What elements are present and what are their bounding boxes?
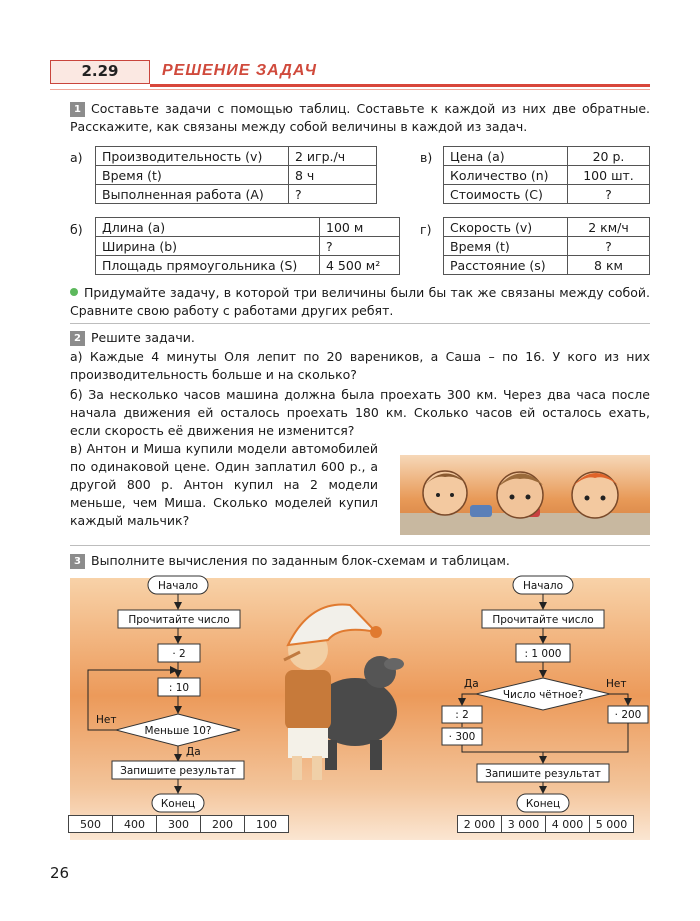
right-yes-op1: : 2: [455, 709, 469, 721]
left-end: Конец: [160, 798, 196, 810]
right-op1: : 1 000: [524, 648, 562, 660]
right-flowchart: [442, 576, 648, 812]
table-cell: Площадь прямоугольника (S): [96, 256, 320, 275]
table-cell: Время (t): [96, 166, 289, 185]
task2-title-text: Решите задачи.: [91, 330, 195, 345]
task2-a: а) Каждые 4 минуты Оля лепит по 20 вареников, а Саша – по 16. У кого из них производительность больше и на сколько?: [70, 349, 650, 382]
table-cell: 2 км/ч: [568, 218, 650, 237]
table-cell: Количество (n): [444, 166, 568, 185]
left-read: Прочитайте число: [128, 614, 230, 626]
table-b-label: б): [70, 222, 83, 237]
left-no: Нет: [96, 714, 117, 726]
table-cell: 100 шт.: [568, 166, 650, 185]
value-cell: 5 000: [590, 816, 634, 833]
value-cell: 500: [69, 816, 113, 833]
task2-c: в) Антон и Миша купили модели автомобилей по одинаковой цене. Один заплатил 600 р., а другой 800 р. Антон купил на 2 модели меньше, чем Миша. Сколько моделей купил каждый мальчик?: [70, 441, 378, 528]
table-cell: Скорость (v): [444, 218, 568, 237]
table-cell: 8 км: [568, 256, 650, 275]
table-cell: Длина (a): [96, 218, 320, 237]
left-write: Запишите результат: [120, 765, 236, 777]
right-write: Запишите результат: [485, 768, 601, 780]
table-a-label: а): [70, 150, 83, 165]
table-cell: Время (t): [444, 237, 568, 256]
left-start: Начало: [157, 580, 199, 592]
page-number: 26: [50, 864, 70, 882]
value-cell: 4 000: [546, 816, 590, 833]
table-d-label: г): [420, 222, 432, 237]
table-cell: 20 р.: [568, 147, 650, 166]
table-c-label: в): [420, 150, 433, 165]
table-cell: Ширина (b): [96, 237, 320, 256]
right-end: Конец: [525, 798, 561, 810]
left-yes: Да: [186, 746, 201, 758]
right-no: Нет: [606, 678, 627, 690]
table-cell: 8 ч: [289, 166, 377, 185]
task2-b: б) За несколько часов машина должна была проехать 300 км. Через два часа после начала движения ей осталось проехать 180 км. Сколько часов ей осталось ехать, если скорость её движения не изменится?: [70, 387, 650, 438]
right-read: Прочитайте число: [492, 614, 594, 626]
task-number-3: 3: [70, 554, 85, 569]
table-cell: 2 игр./ч: [289, 147, 377, 166]
right-cond: Число чётное?: [502, 689, 584, 701]
table-cell: ?: [289, 185, 377, 204]
value-cell: 2 000: [458, 816, 502, 833]
value-cell: 200: [201, 816, 245, 833]
table-cell: Стоимость (C): [444, 185, 568, 204]
right-yes-op2: · 300: [448, 731, 476, 743]
table-cell: ?: [568, 185, 650, 204]
table-cell: Выполненная работа (A): [96, 185, 289, 204]
task-number-2: 2: [70, 331, 85, 346]
table-cell: 100 м: [320, 218, 400, 237]
value-cell: 300: [157, 816, 201, 833]
value-cell: 100: [245, 816, 289, 833]
boy-and-dog-illustration: [284, 605, 404, 781]
left-op2: : 10: [168, 682, 190, 694]
table-cell: Производительность (v): [96, 147, 289, 166]
left-flowchart: [88, 576, 244, 812]
right-values-table: [457, 815, 634, 833]
table-cell: ?: [568, 237, 650, 256]
table-cell: ?: [320, 237, 400, 256]
section-number: 2.29: [50, 60, 150, 84]
table-cell: 4 500 м²: [320, 256, 400, 275]
left-cond: Меньше 10?: [144, 725, 212, 737]
task1-instructions: Составьте задачи с помощью таблиц. Составьте к каждой из них две обратные. Расскажите, как связаны между собой величины в каждой из задач.: [70, 101, 650, 134]
right-no-op: · 200: [614, 709, 642, 721]
right-start: Начало: [522, 580, 564, 592]
left-op1: · 2: [172, 648, 186, 660]
task-number-1: 1: [70, 102, 85, 117]
task1-extra-text: Придумайте задачу, в которой три величины были бы так же связаны между собой. Сравните свою работу с работами других ребят.: [70, 285, 650, 318]
task3-title-text: Выполните вычисления по заданным блок-схемам и таблицам.: [91, 553, 510, 568]
right-yes: Да: [464, 678, 479, 690]
value-cell: 3 000: [502, 816, 546, 833]
left-values-table: [68, 815, 289, 833]
value-cell: 400: [113, 816, 157, 833]
section-title: РЕШЕНИЕ ЗАДАЧ: [162, 62, 317, 79]
table-cell: Цена (a): [444, 147, 568, 166]
table-cell: Расстояние (s): [444, 256, 568, 275]
